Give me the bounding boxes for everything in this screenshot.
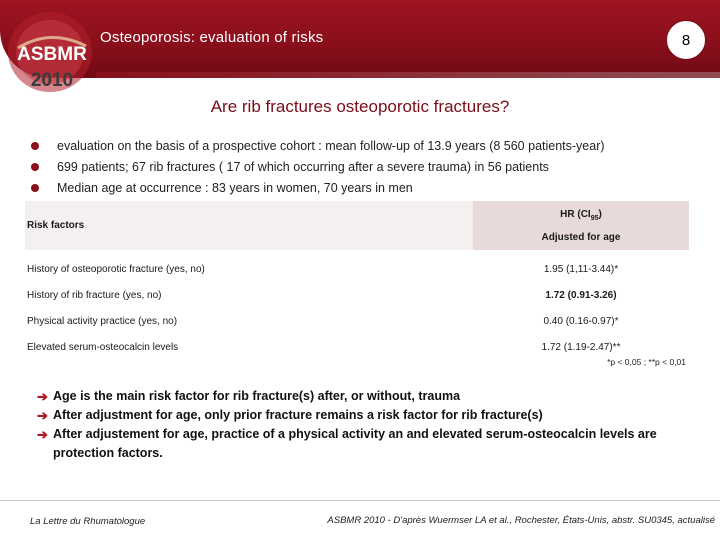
conclusion-text: After adjustement for age, practice of a physical activity an and elevated serum-osteocalcin levels are protection factors.: [53, 427, 657, 460]
hr-value-cell: 1.95 (1,11-3.44)*: [543, 263, 619, 275]
footer-divider: [0, 500, 720, 501]
logo-text-bottom: 2010: [30, 70, 74, 91]
hr-value-cell: 0.40 (0.16-0.97)*: [543, 315, 619, 327]
hr-header-line2: Adjusted for age: [541, 231, 621, 243]
hr-header-subscript: 95: [590, 214, 599, 222]
risk-factor-cell: Elevated serum-osteocalcin levels: [27, 341, 179, 353]
conclusion-item: [37, 387, 687, 406]
bullet-item: [31, 136, 605, 157]
footer-citation: ASBMR 2010 - D'après Wuermser LA et al., Rochester, États-Unis, abstr. SU0345, actualisé: [327, 515, 715, 526]
bullet-list: [31, 136, 605, 199]
risk-factor-cell: History of rib fracture (yes, no): [27, 289, 162, 301]
risk-factor-cell: Physical activity practice (yes, no): [27, 315, 178, 327]
bullet-dot-icon: [31, 163, 39, 171]
arrow-right-icon: ➔: [37, 389, 48, 404]
bullet-dot-icon: [31, 142, 39, 150]
conclusion-list: [37, 387, 687, 463]
risk-factors-table: [25, 201, 689, 360]
column-header-hr: [473, 201, 689, 250]
table-footnote: *p < 0,05 ; **p < 0,01: [607, 357, 686, 367]
bullet-text: Median age at occurrence : 83 years in women, 70 years in men: [57, 181, 413, 195]
bullet-item: [31, 157, 605, 178]
hr-value-cell: 1.72 (1.19-2.47)**: [541, 341, 621, 353]
bullet-dot-icon: [31, 184, 39, 192]
bullet-item: [31, 178, 605, 199]
slide-title: Are rib fractures osteoporotic fractures?: [210, 97, 510, 116]
table-row: [25, 256, 689, 282]
risk-factor-cell: History of osteoporotic fracture (yes, no): [27, 263, 205, 275]
table-header-row: [25, 201, 689, 250]
hr-value-cell: 1.72 (0.91-3.26): [545, 289, 617, 301]
header-title: Osteoporosis: evaluation of risks: [100, 29, 324, 46]
table-row: [25, 308, 689, 334]
header-bar: [0, 0, 720, 91]
arrow-right-icon: ➔: [37, 427, 48, 442]
conclusion-text: After adjustment for age, only prior fracture remains a risk factor for rib fracture(s): [53, 408, 543, 422]
column-header-risk-factors: Risk factors: [25, 201, 473, 250]
hr-header-prefix: HR (CI: [560, 208, 591, 220]
bullet-text: 699 patients; 67 rib fractures ( 17 of which occurring after a severe trauma) in 56 patients: [57, 160, 549, 174]
table-row: [25, 282, 689, 308]
arrow-right-icon: ➔: [37, 408, 48, 423]
conclusion-item: [37, 425, 687, 463]
page-number-badge: 8: [666, 20, 706, 60]
bullet-text: evaluation on the basis of a prospective cohort : mean follow-up of 13.9 years (8 560 patients-year): [57, 139, 605, 153]
footer-journal: La Lettre du Rhumatologue: [30, 516, 146, 527]
conclusion-item: [37, 406, 687, 425]
logo-text-top: ASBMR: [17, 44, 87, 65]
conclusion-text: Age is the main risk factor for rib fracture(s) after, or without, trauma: [53, 389, 461, 403]
hr-header-suffix: ): [598, 208, 602, 220]
asbmr-2010-logo: [6, 8, 98, 94]
